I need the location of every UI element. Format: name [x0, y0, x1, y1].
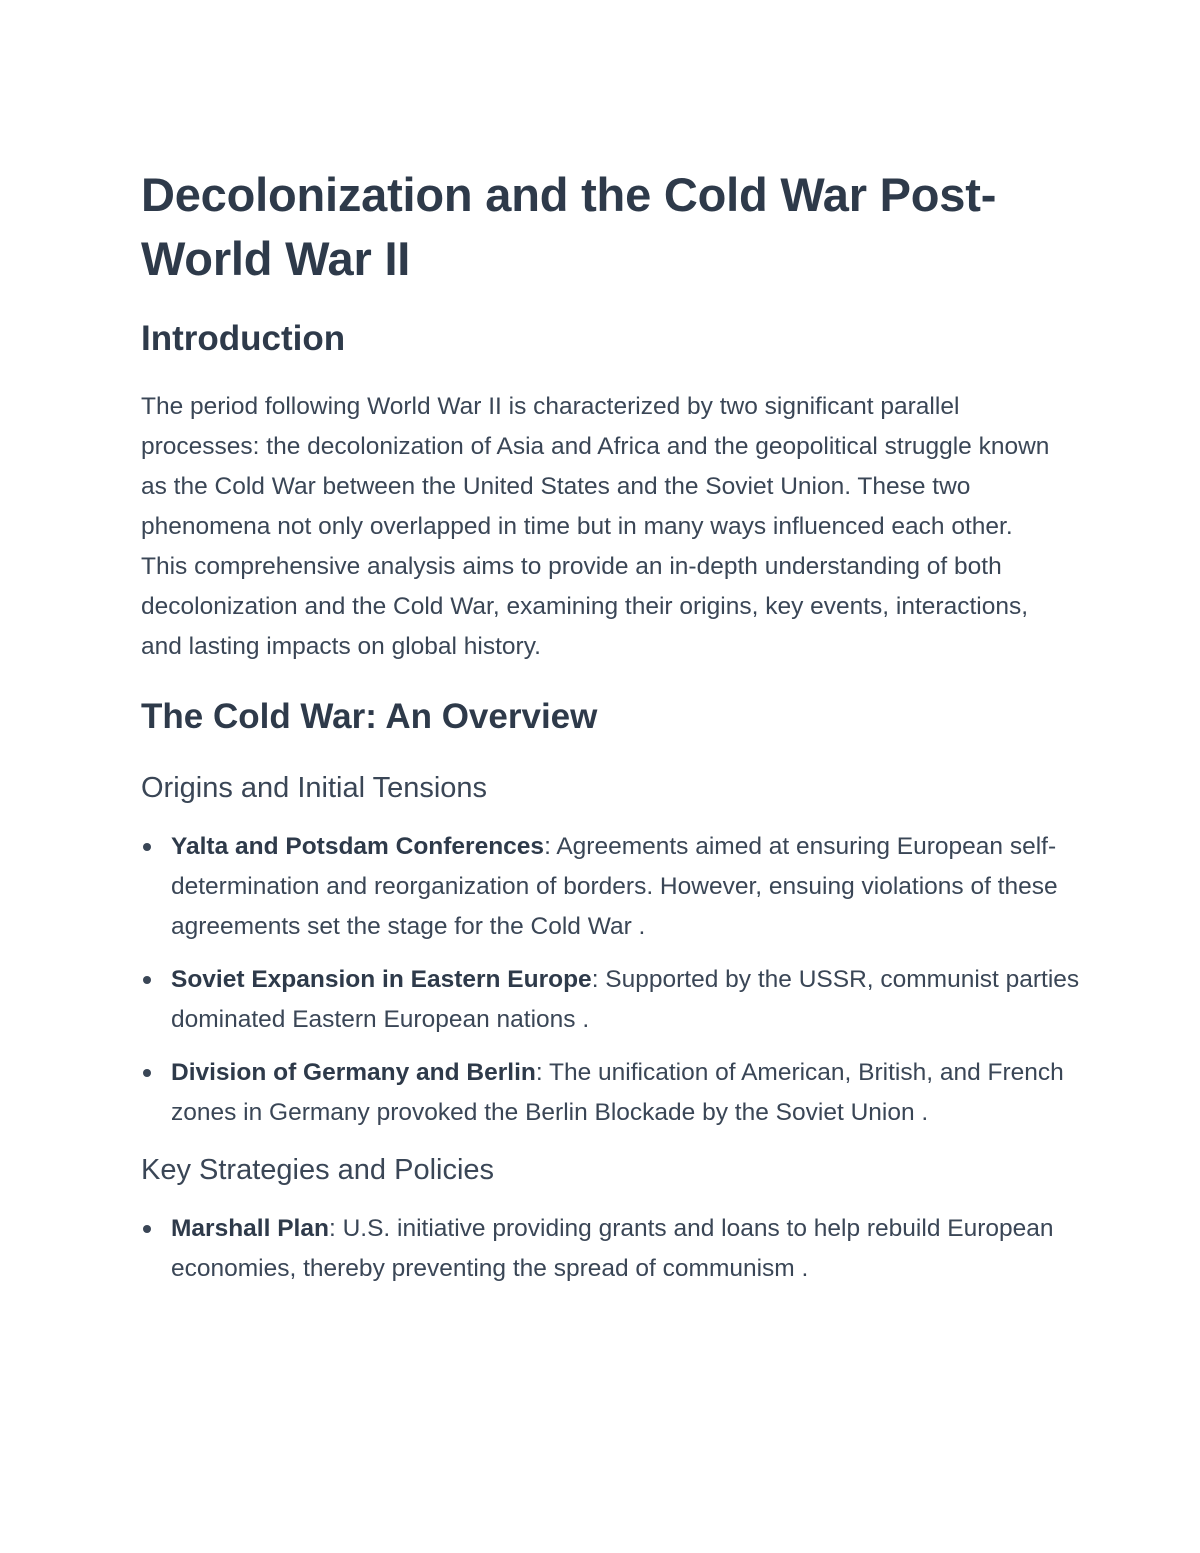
origins-list — [141, 827, 1080, 1133]
bullet-icon — [143, 1225, 151, 1233]
list-item-text: : U.S. initiative providing grants and loans to help rebuild European economies, thereby preventing the spread of communism . — [171, 1215, 1054, 1282]
introduction-heading: Introduction — [141, 319, 346, 358]
list-item-text: : Agreements aimed at ensuring European self-determination and reorganization of borders. However, ensuing violations of these agreements set the stage for the Cold War . — [171, 833, 1058, 940]
list-item — [141, 1053, 1080, 1133]
list-item — [141, 827, 1080, 947]
list-item — [141, 960, 1080, 1040]
list-item — [141, 1209, 1080, 1289]
document-title: Decolonization and the Cold War Post-World War II — [141, 168, 997, 285]
list-item-term: Division of Germany and Berlin — [171, 1059, 536, 1086]
strategies-list — [141, 1209, 1080, 1289]
list-item-text: : Supported by the USSR, communist parties dominated Eastern European nations . — [171, 966, 1080, 1033]
strategies-heading: Key Strategies and Policies — [141, 1154, 495, 1186]
list-item-text: : The unification of American, British, and French zones in Germany provoked the Berlin Blockade by the Soviet Union . — [171, 1059, 1064, 1126]
list-item-term: Soviet Expansion in Eastern Europe — [171, 966, 592, 993]
bullet-icon — [143, 1069, 151, 1077]
origins-heading: Origins and Initial Tensions — [141, 772, 488, 804]
introduction-paragraph: The period following World War II is characterized by two significant parallel processes: the decolonization of Asia and Africa and the geopolitical struggle known as the Cold War between the United States and the Soviet Union. These two phenomena not only overlapped in time but in many ways influenced each other. This comprehensive analysis aims to provide an in-depth understanding of both decolonization and the Cold War, examining their origins, key events, interactions, and lasting impacts on global history. — [141, 393, 1050, 660]
cold-war-overview-heading: The Cold War: An Overview — [141, 697, 598, 736]
list-item-term: Yalta and Potsdam Conferences — [171, 833, 545, 860]
bullet-icon — [143, 843, 151, 851]
bullet-icon — [143, 976, 151, 984]
list-item-term: Marshall Plan — [171, 1215, 329, 1242]
